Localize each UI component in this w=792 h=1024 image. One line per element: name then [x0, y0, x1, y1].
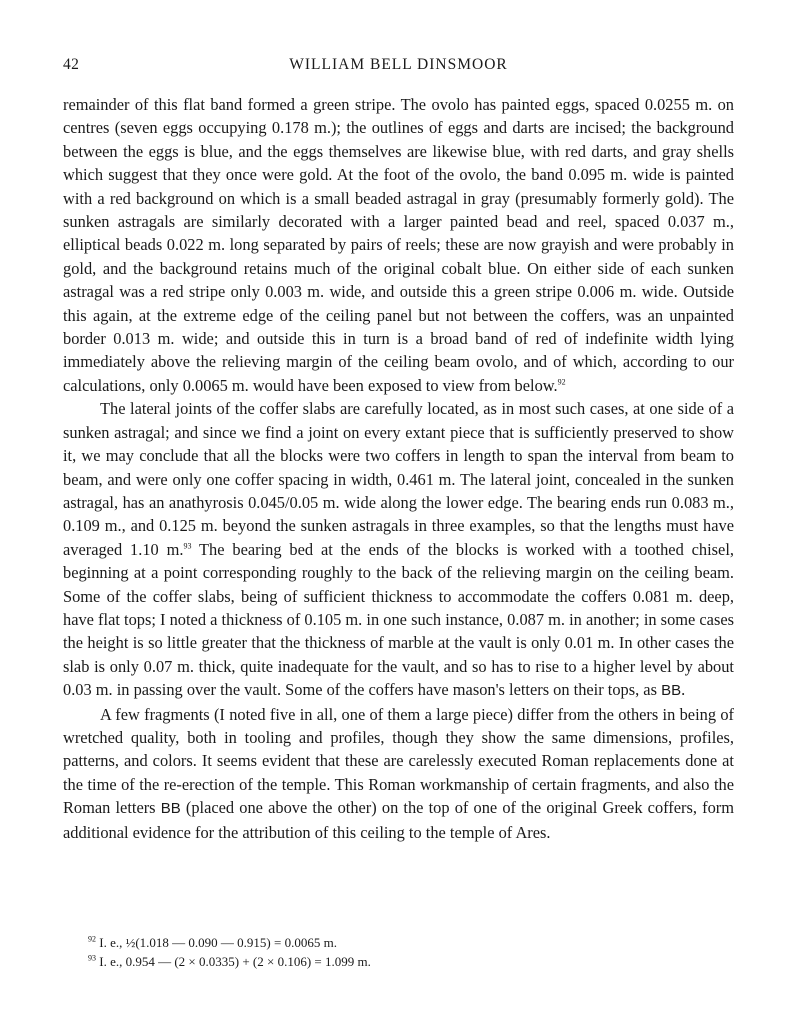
footnote-93 — [88, 952, 734, 971]
footnote-ref-92: 92 — [557, 377, 566, 387]
footnote-92 — [88, 933, 734, 952]
paragraph-1-text: remainder of this flat band formed a green stripe. The ovolo has painted eggs, spaced 0.0255 m. on centres (seven eggs occupying 0.178 m.); the outlines of eggs and darts are incised; the background between the eggs is blue, and the eggs themselves are likewise blue, with red darts, and gray shells which suggest that they once were gold. At the foot of the ovolo, the band 0.095 m. wide is painted with a red background on which is a small beaded astragal in gray (presumably formerly gold). The sunken astragals are similarly decorated with a larger painted bead and reel, spaced 0.037 m., elliptical beads 0.022 m. long separated by pairs of reels; these are now grayish and were probably in gold, and the background retains much of the original cobalt blue. On either side of each sunken astragal was a red stripe only 0.003 m. wide, and outside this a green stripe 0.006 m. wide. Outside this again, at the extreme edge of the ceiling panel but not between the coffers, was an unpainted border 0.013 m. wide; and outside this in turn is a broad band of red of indefinite width lying immediately above the relieving margin of the ceiling beam ovolo, and of which, according to our calculations, only 0.0065 m. would have been exposed to view from below. — [63, 95, 734, 395]
paragraph-2-text-b: The bearing bed at the ends of the blocks is worked with a toothed chisel, beginning at a point corresponding roughly to the back of the relieving margin on the ceiling beam. Some of the coffer slabs, being of sufficient thickness to accommodate the coffers 0.081 m. deep, have flat tops; I noted a thickness of 0.105 m. in one such instance, 0.087 m. in another; in some cases the height is so little greater that the thickness of marble at the vault is only 0.01 m. In other cases the slab is only 0.07 m. thick, quite inadequate for the vault, and so has to rise to a higher level by about 0.03 m. in passing over the vault. Some of the coffers have mason's letters on their tops, as — [63, 539, 734, 700]
paragraph-2 — [63, 397, 734, 702]
paragraph-1 — [63, 93, 734, 397]
footnote-number: 92 — [88, 934, 96, 944]
paragraph-3-text-a: A few fragments (I noted five in all, one of them a large piece) differ from the others in being of wretched quality, both in tooling and profiles, though they show the same dimensions, profiles, patterns, and colors. It seems evident that these are carelessly executed Roman replacements done at the time of the re-erection of the temple. This Roman workmanship of certain fragments, and also the Roman letters — [63, 704, 734, 818]
footnotes — [88, 933, 734, 971]
footnote-ref-93: 93 — [183, 541, 192, 551]
paragraph-3-text-b: (placed one above the other) on the top of one of the original Greek coffers, form additional evidence for the attribution of this ceiling to the temple of Ares. — [63, 798, 734, 842]
body-text — [63, 93, 734, 844]
page-header — [63, 56, 734, 80]
paragraph-2-text-c: . — [681, 680, 686, 700]
masons-letters: BB — [661, 682, 682, 700]
footnote-number: 93 — [88, 953, 96, 963]
page-number: 42 — [63, 56, 80, 73]
paragraph-2-text-a: The lateral joints of the coffer slabs are carefully located, as in most such cases, at one side of a sunken astragal; and since we find a joint on every extant piece that is sufficiently preserved to show it, we may conclude that all the blocks were two coffers in length to span the interval from beam to beam, and were only one coffer spacing in width, 0.461 m. The lateral joint, concealed in the sunken astragal, has an anathyrosis 0.045/0.05 m. wide along the lower edge. The bearing ends run 0.083 m., 0.109 m., and 0.125 m. beyond the sunken astragals in three examples, so that the lengths must have averaged 1.10 m. — [63, 399, 734, 559]
paragraph-3 — [63, 703, 734, 844]
footnote-text: I. e., ½(1.018 — 0.090 — 0.915) = 0.0065 m. — [96, 935, 337, 950]
footnote-text: I. e., 0.954 — (2 × 0.0335) + (2 × 0.106) = 1.099 m. — [96, 954, 371, 969]
running-title: WILLIAM BELL DINSMOOR — [289, 56, 508, 73]
roman-letters: BB — [160, 800, 181, 818]
